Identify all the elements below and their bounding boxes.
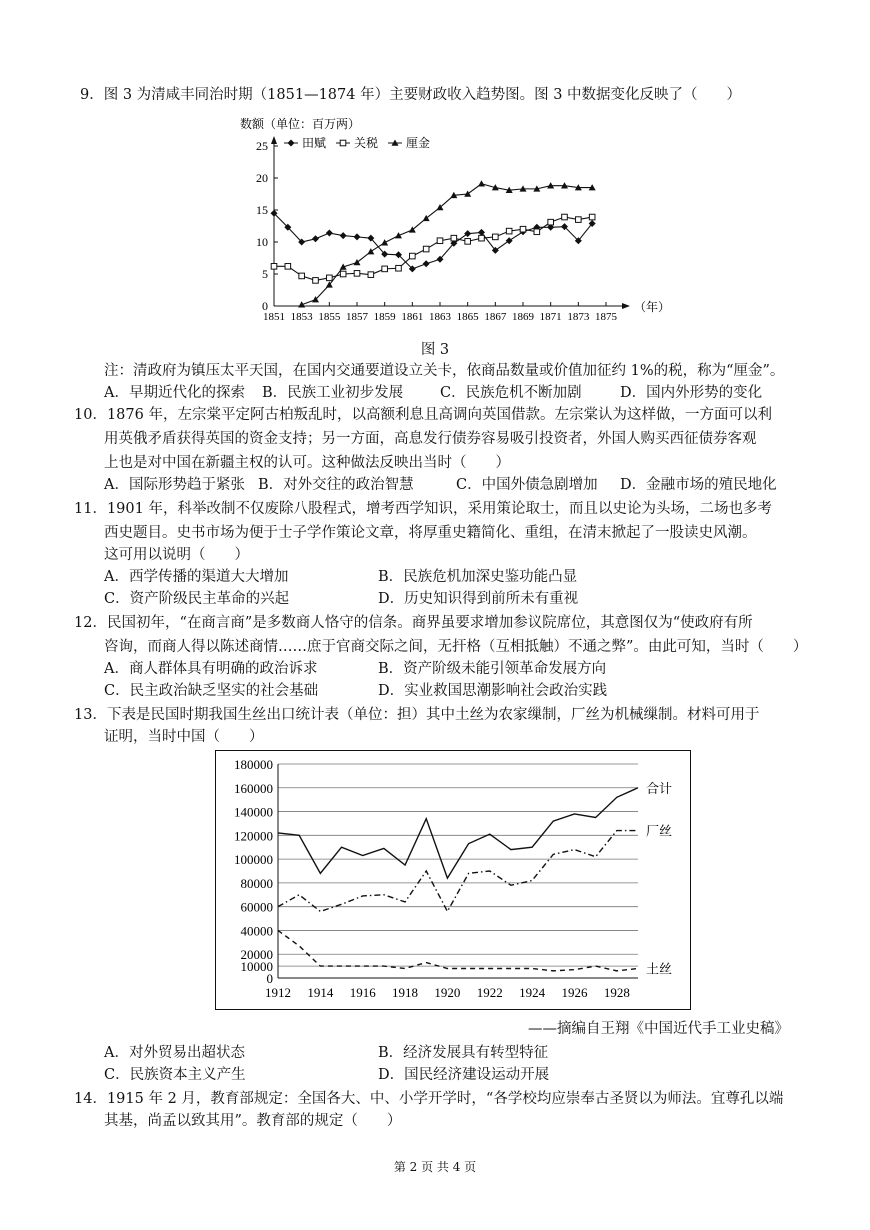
q11-option-b[interactable]: B．民族危机加深史鉴功能凸显 [378,569,578,585]
q13-option-c[interactable]: C．民族资本主义产生 [104,1067,246,1083]
data-point [506,237,513,244]
data-point [340,271,346,277]
x-tick-label: 1855 [318,311,341,323]
data-point [312,235,319,242]
series-label: 合计 [646,780,673,796]
y-tick-label: 10000 [240,959,273,975]
data-point [271,264,277,270]
data-point [423,246,429,252]
data-point [478,180,485,186]
q9-note: 注：清政府为镇压太平天国，在国内交通要道设立关卡，依商品数量或价值加征约 1%的税，称为“厘金”。 [104,363,785,379]
y-tick-label: 60000 [240,899,273,915]
y-tick-label: 140000 [234,804,273,820]
q12-line-1: 12．民国初年，“在商言商”是多数商人恪守的信条。商界虽要求增加参议院席位，其意图仅为“使政府有所 [74,615,753,631]
x-tick-label: 1871 [539,311,562,323]
q11-option-a[interactable]: A．西学传播的渠道大大增加 [104,569,289,585]
data-point [354,233,361,240]
x-tick-label: 1865 [456,311,479,323]
data-point [285,264,291,270]
x-tick-label: 1918 [392,985,419,1000]
silk-export-chart [215,750,691,1020]
x-tick-label: 1875 [595,311,617,323]
x-tick-label: 1916 [349,985,376,1000]
y-tick-label: 100000 [234,852,273,868]
y-tick-label: 20000 [240,947,273,963]
data-point [382,266,388,272]
data-point [288,140,295,147]
data-point [313,278,319,284]
q12-option-b[interactable]: B．资产阶级未能引领革命发展方向 [378,661,607,677]
y-axis-arrow [271,136,277,144]
x-tick-label: 1928 [603,985,630,1000]
q13-option-a[interactable]: A．对外贸易出超状态 [104,1045,245,1061]
q14-line-2: 其基，尚孟以致其用”。教育部的规定（ ） [104,1113,402,1129]
y-tick-label: 40000 [240,923,273,939]
data-point [354,271,360,277]
page-footer: 第 2 页 共 4 页 [393,1160,477,1174]
data-point [381,239,388,245]
data-point [479,235,485,241]
chart-frame [216,751,691,1010]
legend-label: 关税 [354,136,379,150]
q9-option-c[interactable]: C．民族危机不断加剧 [440,385,582,401]
data-point [437,238,443,244]
data-point [548,219,554,225]
q14-line-1: 14．1915 年 2 月，教育部规定：全国各大、中、小学开学时，“各学校均应崇奉古圣贤以为师法。宜尊孔以端 [74,1091,784,1107]
x-tick-label: 1863 [429,311,451,323]
data-point [464,191,471,197]
series-line [274,217,592,280]
fiscal-revenue-chart [232,112,671,348]
y-axis-label: 数额（单位：百万两） [240,117,361,131]
x-tick-label: 1867 [484,311,507,323]
series-line [274,213,592,269]
y-tick-label: 120000 [234,828,273,844]
q11-option-d[interactable]: D．历史知识得到前所未有重视 [378,591,579,607]
y-tick-label: 10 [256,235,268,249]
figure-label: 图 3 [420,342,450,358]
q9-option-a[interactable]: A．早期近代化的探索 [104,385,245,401]
q13-line-2: 证明，当时中国（ ） [104,729,264,745]
q10-line-3: 上也是对中国在新疆主权的认可。这种做法反映出当时（ ） [104,455,510,471]
y-tick-label: 20 [256,171,268,185]
x-tick-label: 1922 [476,985,503,1000]
data-point [368,272,374,278]
data-point [367,248,374,254]
q12-line-2: 咨询，而商人得以陈述商情……庶于官商交际之间，无扞格（互相抵触）不通之弊”。由此可知，当时（ ） [104,639,808,655]
x-tick-label: 1920 [434,985,461,1000]
q12-option-a[interactable]: A．商人群体具有明确的政治诉求 [104,661,318,677]
q10-option-c[interactable]: C．中国外债急剧增加 [456,477,598,493]
y-tick-label: 180000 [234,757,273,772]
q13-option-d[interactable]: D．国民经济建设运动开展 [378,1067,550,1083]
data-point [326,230,333,237]
y-tick-label: 15 [256,203,268,217]
y-tick-label: 0 [262,299,268,313]
data-point [520,226,526,232]
data-point [410,253,416,259]
data-point [534,229,540,235]
q10-option-d[interactable]: D．金融市场的殖民地化 [620,477,777,493]
x-tick-label: 1861 [401,311,424,323]
series-label: 厂丝 [646,823,673,839]
y-tick-label: 25 [256,139,268,153]
data-point [396,265,402,271]
x-tick-label: 1851 [263,311,285,323]
data-point [299,273,305,279]
q11-line-1: 11．1901 年，科举改制不仅废除八股程式，增考西学知识，采用策论取士，而且以史论为头场，二场也多考 [74,501,772,517]
x-tick-label: 1853 [290,311,313,323]
q11-line-2: 西史题目。史书市场为便于士子学作策论文章，将厚重史籍简化、重组，在清末掀起了一股读史风潮。 [104,525,757,541]
y-tick-label: 5 [262,267,268,281]
x-axis-arrow [622,303,630,309]
x-axis-label: （年） [634,300,671,314]
q12-option-d[interactable]: D．实业救国思潮影响社会政治实践 [378,683,608,699]
x-tick-label: 1859 [373,311,396,323]
series-line [302,184,592,305]
q11-option-c[interactable]: C．资产阶级民主革命的兴起 [104,591,290,607]
x-tick-label: 1912 [265,985,291,1000]
data-point [451,235,457,241]
x-tick-label: 1869 [512,311,534,323]
q13-source: ——摘编自王翔《中国近代手工业史稿》 [528,1021,789,1037]
data-point [340,140,346,146]
q11-line-3: 这可用以说明（ ） [104,547,249,563]
data-point [589,214,595,220]
data-point [562,214,568,220]
x-tick-label: 1926 [561,985,588,1000]
data-point [327,275,333,281]
x-tick-label: 1873 [567,311,590,323]
q9-option-b[interactable]: B．民族工业初步发展 [262,385,404,401]
data-point [576,217,582,223]
legend-label: 厘金 [406,136,431,150]
q12-option-c[interactable]: C．民主政治缺乏坚实的社会基础 [104,683,319,699]
data-point [493,234,499,240]
x-tick-label: 1914 [307,985,334,1000]
data-point [506,228,512,234]
y-tick-label: 80000 [240,875,273,891]
q13-line-1: 13．下表是民国时期我国生丝出口统计表（单位：担）其中土丝为农家缫制，厂丝为机械缫制。材料可用于 [74,707,760,723]
q9-stem: 9．图 3 为清咸丰同治时期（1851—1874 年）主要财政收入趋势图。图 3 中数据变化反映了（ ） [80,87,742,103]
y-tick-label: 0 [266,971,273,986]
data-point [465,239,471,245]
q9-option-d[interactable]: D．国内外形势的变化 [620,385,763,401]
q10-option-a[interactable]: A．国际形势趋于紧张 [104,477,245,493]
q10-line-2: 用英俄矛盾获得英国的资金支持；另一方面，高息发行债券容易吸引投资者，外国人购买西征债券客观 [104,431,757,447]
y-tick-label: 160000 [234,780,273,796]
q10-option-b[interactable]: B．对外交往的政治智慧 [258,477,414,493]
data-point [464,230,471,237]
data-point [340,232,347,239]
data-point [395,232,402,238]
x-tick-label: 1924 [519,985,546,1000]
data-point [423,260,430,267]
q10-line-1: 10．1876 年，左宗棠平定阿古柏叛乱时，以高额利息且高调向英国借款。左宗棠认为这样做，一方面可以利 [74,407,772,423]
q13-option-b[interactable]: B．经济发展具有转型特征 [378,1045,549,1061]
x-tick-label: 1857 [346,311,368,323]
legend-label: 田赋 [302,136,327,150]
series-label: 土丝 [646,961,673,977]
